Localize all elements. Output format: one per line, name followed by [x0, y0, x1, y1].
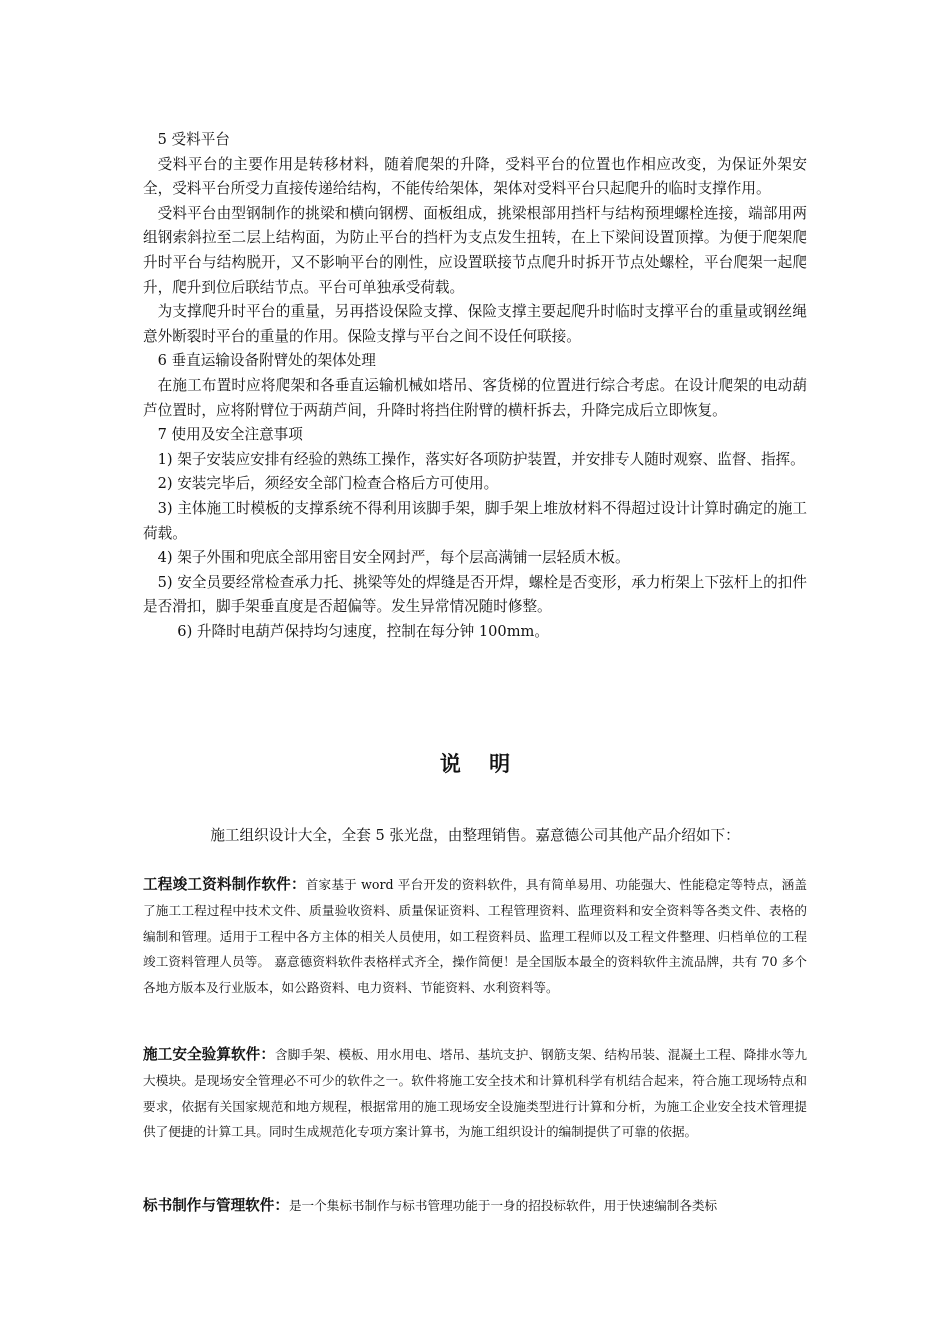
- notice-title: 说 明: [439, 751, 521, 776]
- safety-item-3: 3) 主体施工时模板的支撑系统不得利用该脚手架，脚手架上堆放材料不得超过设计计算时确定的施工荷载。: [143, 499, 807, 542]
- product-description: [143, 1193, 807, 1219]
- product-desc: 是一个集标书制作与标书管理功能于一身的招投标软件，用于快速编制各类标: [288, 1198, 718, 1213]
- safety-item-1: 1) 架子安装应安排有经验的熟练工操作，落实好各项防护装置，并安排专人随时观察、监督、指挥。: [157, 450, 805, 468]
- section-6-paragraph-1: 在施工布置时应将爬架和各垂直运输机械如塔吊、客货梯的位置进行综合考虑。在设计爬架的电动葫芦位置时，应将附臂位于两葫芦间，升降时将挡住附臂的横杆拆去，升降完成后立即恢复。: [143, 376, 807, 419]
- product-name: 施工安全验算软件：: [143, 1046, 276, 1063]
- construction-text-block: [143, 128, 807, 644]
- product-desc: 含脚手架、模板、用水用电、塔吊、基坑支护、钢筋支架、结构吊装、混凝土工程、降排水等九大模块。是现场安全管理必不可少的软件之一。软件将施工安全技术和计算机科学有机结合起来，符合施工现场特点和要求，依据有关国家规范和地方规程，根据常用的施工现场安全设施类型进行计算和分析，为施工企业安全技术管理提供了便捷的计算工具。同时生成规范化专项方案计算书，为施工组织设计的编制提供了可靠的依据。: [143, 1047, 807, 1140]
- section-5-paragraph-1: 受料平台的主要作用是转移材料，随着爬架的升降，受料平台的位置也作相应改变，为保证外架安全，受料平台所受力直接传递给结构，不能传给架体，架体对受料平台只起爬升的临时支撑作用。: [143, 155, 807, 198]
- product-desc: 首家基于 word 平台开发的资料软件，具有简单易用、功能强大、性能稳定等特点，涵盖了施工工程过程中技术文件、质量验收资料、质量保证资料、工程管理资料、监理资料和安全资料等各类文件、表格的编制和管理。适用于工程中各方主体的相关人员使用，如工程资料员、监理工程师以及工程文件整理、归档单位的工程竣工资料管理人员等。 嘉意德资料软件表格样式齐全，操作简便！是全国版本最全的资料软件主流品牌，共有 70 多个各地方版本及行业版本，如公路资料、电力资料、节能资料、水利资料等。: [143, 877, 807, 996]
- safety-item-2: 2) 安装完毕后，须经安全部门检查合格后方可使用。: [157, 475, 499, 493]
- product-description: [143, 1042, 807, 1145]
- section-5-paragraph-2: 受料平台由型钢制作的挑梁和横向钢楞、面板组成，挑梁根部用挡杆与结构预埋螺栓连接，端部用两组钢索斜拉至二层上结构面，为防止平台的挡杆为支点发生扭转，在上下梁间设置顶撑。为便于爬架爬升时平台与结构脱开，又不影响平台的刚性，应设置联接节点爬升时拆开节点处螺栓，平台爬架一起爬升，爬升到位后联结节点。平台可单独承受荷载。: [143, 204, 807, 296]
- section-5-heading: 5 受料平台: [157, 131, 230, 148]
- safety-item-6: 6) 升降时电葫芦保持均匀速度，控制在每分钟 100mm。: [177, 622, 549, 640]
- product-description: [143, 872, 807, 1001]
- safety-item-5: 5) 安全员要经常检查承力托、挑梁等处的焊缝是否开焊，螺栓是否变形，承力桁架上下弦杆上的扣件是否滑扣，脚手架垂直度是否超偏等。发生异常情况随时修整。: [143, 573, 807, 616]
- safety-item-4: 4) 架子外围和兜底全部用密目安全网封严，每个层高满铺一层轻质木板。: [157, 549, 630, 567]
- product-name: 标书制作与管理软件：: [143, 1197, 289, 1214]
- product-name: 工程竣工资料制作软件：: [143, 876, 306, 893]
- section-6-heading: 6 垂直运输设备附臂处的架体处理: [157, 352, 376, 370]
- section-7-heading: 7 使用及安全注意事项: [157, 426, 303, 444]
- section-5-paragraph-3: 为支撑爬升时平台的重量，另再搭设保险支撑、保险支撑主要起爬升时临时支撑平台的重量或钢丝绳意外断裂时平台的重量的作用。保险支撑与平台之间不设任何联接。: [143, 303, 807, 345]
- notice-intro: 施工组织设计大全，全套 5 张光盘，由整理销售。嘉意德公司其他产品介绍如下：: [210, 827, 740, 844]
